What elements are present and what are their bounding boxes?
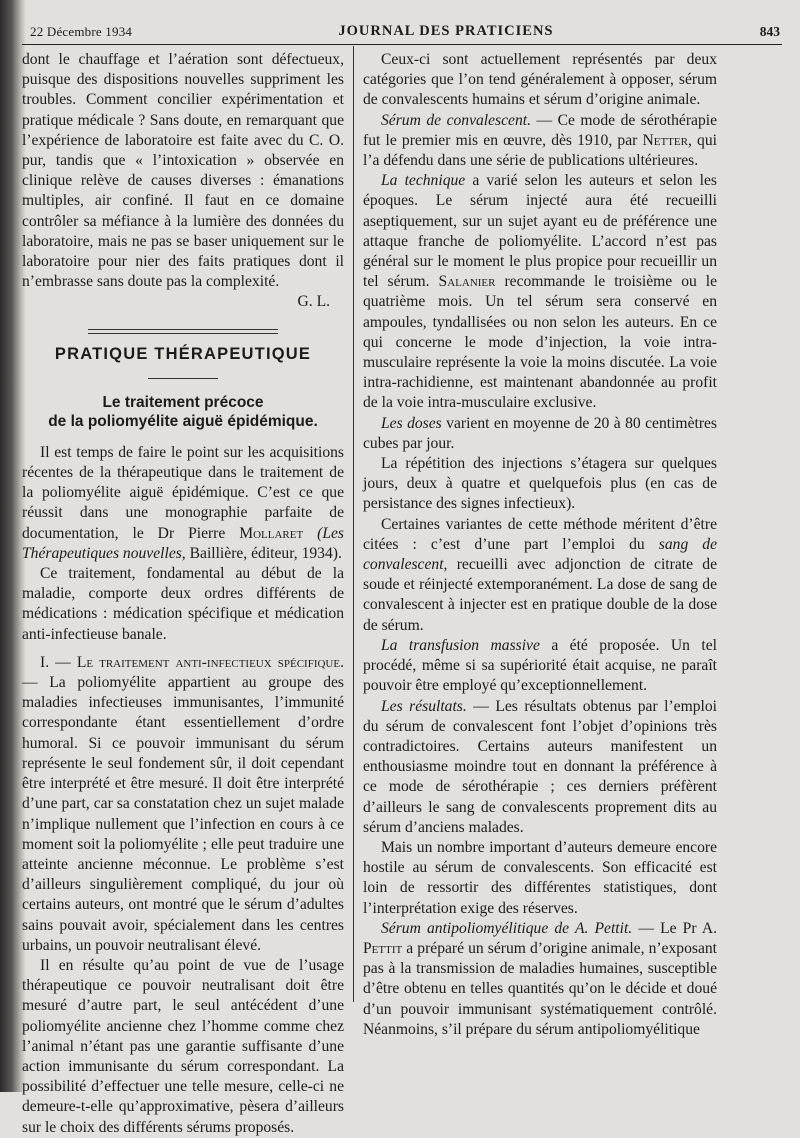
text: Baillière, éditeur, 1934). bbox=[185, 544, 342, 562]
intro-paragraph: dont le chauffage et l’aération sont défectueux, puisque des dispositions nouvelles suppriment les troubles. Comment concilier expérimentation et pratique médicale ? Sans doute, en remarquant que l’expérience de laboratoire est faite avec du C. O. pur, tandis que « l’intoxication » observée en clinique relève de causes diverses : émanations multiples, air confiné. Il faut en ce domaine contrôler sa méfiance à la lumière des données du laboratoire, mais ne pas se baser uniquement sur le laboratoire pour nier des faits pratiques dont il n’embrasse sans doute pas la complexité. bbox=[22, 51, 344, 291]
emphasis: sang de convalescent, bbox=[363, 535, 718, 574]
emphasis: La transfusion massive bbox=[381, 636, 540, 654]
author-signature: G. L. bbox=[297, 293, 330, 311]
column-divider bbox=[353, 46, 354, 1002]
text: — La poliomyélite appartient au groupe des maladies infectieuses immunisantes, l’immunité correspondante étant essentiellement d’ordre humoral. Si ce pouvoir immunisant du sérum représente le seul fondement sûr, il doit cependant être interprété et être mesuré. Il doit être interprété d’une part, car sa constatation chez un sujet malade n’implique nullement que l’infection en cours à ce moment soit la poliomyélite ; elle peut traduire une atteinte ancienne méconnue. Le problème s’est d’ailleurs singulièrement compliqué, du jour où certains auteurs, ont montré que le sérum d’adultes sains pouvait avoir, spécialement dans les centres urbains, un pouvoir neutralisant élevé. bbox=[22, 674, 344, 954]
text: , qui l’a défendu dans une série de publications ultérieures. bbox=[363, 131, 717, 170]
section-title: PRATIQUE THÉRAPEUTIQUE bbox=[54, 344, 312, 363]
text: a été proposée. Un tel procédé, même si sa supériorité était acquise, ne paraît pouvoir être employé qu’exceptionnellement. bbox=[363, 636, 717, 695]
paragraph-intro-monograph bbox=[22, 443, 344, 564]
section-subrule bbox=[148, 378, 218, 379]
subheading: Sérum antipoliomyélitique de A. Pettit. bbox=[381, 919, 633, 937]
paragraph-section-i bbox=[22, 653, 344, 956]
section-rule bbox=[88, 329, 278, 334]
right-column bbox=[363, 50, 717, 1040]
paragraph-transfusion bbox=[363, 636, 717, 697]
author-name: Salanier bbox=[438, 273, 496, 291]
subheading: Les doses bbox=[381, 414, 442, 432]
text: — Le Pr A. bbox=[632, 919, 717, 937]
paragraph-treatment: Ce traitement, fondamental au début de la maladie, comporte deux ordres différents de médications : médication spécifique et médication anti-infectieuse banale. bbox=[22, 565, 344, 643]
subheading: Sérum de convalescent. bbox=[381, 111, 531, 129]
text: a préparé un sérum d’origine animale, n’exposant pas à la transmission de maladies humaines, susceptible d’être obtenu en telles quantités qu’on le décide et doué d’un pouvoir immunisant systématiquement contrôlé. Néanmoins, s’il prépare du sérum antipoliomyélitique bbox=[363, 939, 717, 1038]
subheading: La technique bbox=[381, 172, 466, 190]
text: — Les résultats obtenus par l’emploi du sérum de convalescent font l’objet d’opinions très contradictoires. Certains auteurs manifestent un enthousiasme moindre tout en donnant la préférence à ce mode de sérothérapie ; ces derniers préfèrent d’ailleurs le sang de convalescents proprement dits au sérum d’anciens malades. bbox=[363, 697, 717, 836]
text: Il est temps de faire le point sur les acquisitions récentes de la thérapeutique dans le traitement de la poliomyélite aiguë épidémique. C’est ce que réussit dans une monographie parfaite de documentation, le Dr Pierre bbox=[22, 443, 344, 542]
header-rule bbox=[22, 44, 782, 45]
paragraph-serum-convalescent bbox=[363, 111, 717, 172]
author-name: Pettit bbox=[363, 939, 403, 957]
left-column bbox=[22, 50, 344, 1138]
paragraph-technique bbox=[363, 171, 717, 413]
paragraph-variants bbox=[363, 515, 717, 636]
subsection-heading: I. — Le traitement anti-infectieux spécifique. bbox=[40, 653, 344, 671]
author-name: Netter bbox=[642, 131, 688, 149]
running-header bbox=[30, 18, 780, 40]
article-title-line-2: de la poliomyélite aiguë épidémique. bbox=[48, 412, 318, 430]
paragraph-hostile: Mais un nombre important d’auteurs demeure encore hostile au sérum de convalescents. Son efficacité est loin de ressortir des différentes statistiques, dont l’interprétation exige des réserves. bbox=[363, 838, 717, 917]
journal-title: JOURNAL DES PRATICIENS bbox=[338, 23, 554, 39]
text: recommande le troisième ou le quatrième mois. Un tel sérum sera conservé en ampoules, tyndallisées ou non selon les auteurs. En ce qui concerne le mode d’injection, la voie intra-musculaire représente la voie la moins discutée. La voie intra-rachidienne, est maintenant abandonnée au profit de la voie intra-musculaire exclusive. bbox=[363, 273, 718, 412]
subheading: Les résultats. bbox=[381, 697, 467, 715]
paragraph-doses bbox=[363, 414, 717, 454]
text: Certaines variantes de cette méthode méritent d’être citées : c’est d’une part l’emploi du bbox=[363, 515, 717, 553]
paragraph-results bbox=[363, 697, 717, 838]
text: — Ce mode de sérothérapie fut le premier mis en œuvre, dès 1910, par bbox=[363, 111, 717, 149]
page-number: 843 bbox=[759, 24, 780, 39]
header-date: 22 Décembre 1934 bbox=[30, 24, 133, 39]
paragraph-categories: Ceux-ci sont actuellement représentés par deux catégories que l’on tend généralement à opposer, sérum de convalescents humains et sérum d’origine animale. bbox=[363, 51, 717, 109]
author-name: Mollaret bbox=[239, 524, 304, 542]
text: a varié selon les auteurs et selon les époques. Le sérum injecté aura été recueilli aseptiquement, sur un sujet ayant eu de préférence une attaque franche de poliomyélite. L’accord n’est pas général sur le moment le plus propice pour recueillir un tel sérum. bbox=[363, 172, 717, 291]
book-title: (Les Thérapeutiques nouvelles, bbox=[22, 524, 344, 562]
text: recueilli avec adjonction de citrate de soude et réinjecté extemporanément. La dose de sang de convalescent à injecter est en pratique double de la dose de sérum. bbox=[363, 556, 717, 634]
article-title-line-1: Le traitement précoce bbox=[102, 393, 264, 411]
article-title bbox=[22, 393, 344, 431]
paragraph-pettit-serum bbox=[363, 919, 717, 1040]
paragraph-repetition: La répétition des injections s’étagera sur quelques jours, deux à quatre et quelquefois plus (en cas de persistance des signes infectieux). bbox=[363, 455, 717, 513]
paragraph-neutralising: Il en résulte qu’au point de vue de l’usage thérapeutique ce pouvoir neutralisant doit être mesuré d’autre part, le seul antécédent d’une poliomyélite ancienne chez l’homme comme chez l’animal n’étant pas une garantie suffisante d’une action immunisante du sérum correspondant. La possibilité d’effectuer une telle mesure, celle-ci ne demeure-t-elle qu’approximative, pèsera d’ailleurs sur le choix des différents sérums proposés. bbox=[22, 956, 344, 1136]
text: varient en moyenne de 20 à 80 centimètres cubes par jour. bbox=[363, 414, 718, 452]
